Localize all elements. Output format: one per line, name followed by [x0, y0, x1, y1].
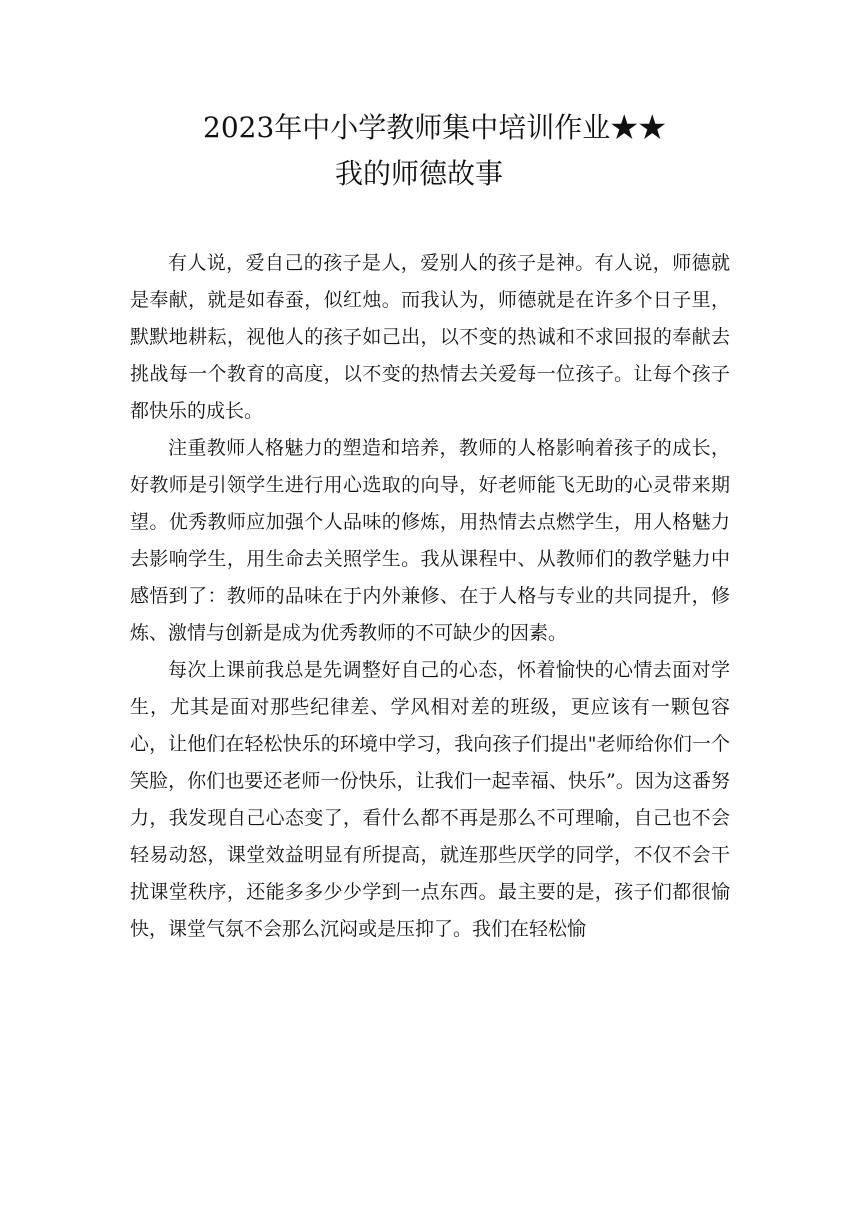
body-paragraph: 有人说，爱自己的孩子是人，爱别人的孩子是神。有人说，师德就是奉献，就是如春蚕，似红烛。而我认为，师德就是在许多个日子里，默默地耕耘，视他人的孩子如己出，以不变的热诚和不求回报的奉献去挑战每一个教育的高度，以不变的热情去关爱每一位孩子。让每个孩子都快乐的成长。	[130, 252, 730, 422]
body-paragraph: 注重教师人格魅力的塑造和培养，教师的人格影响着孩子的成长，好教师是引领学生进行用心选取的向导，好老师能飞无助的心灵带来期望。优秀教师应加强个人品味的修炼，用热情去点燃学生，用人格魅力去影响学生，用生命去关照学生。我从课程中、从教师们的教学魅力中感悟到了：教师的品味在于内外兼修、在于人格与专业的共同提升，修炼、激情与创新是成为优秀教师的不可缺少的因素。	[130, 437, 730, 644]
document-body	[130, 245, 730, 948]
document-title: 2023年中小学教师集中培训作业★★	[203, 111, 667, 144]
body-paragraph: 每次上课前我总是先调整好自己的心态，怀着愉快的心情去面对学生，尤其是面对那些纪律差、学风相对差的班级，更应该有一颗包容心，让他们在轻松快乐的环境中学习，我向孩子们提出"老师给你们一个笑脸，你们也要还老师一份快乐，让我们一起幸福、快乐”。因为这番努力，我发现自己心态变了，看什么都不再是那么不可理喻，自己也不会轻易动怒，课堂效益明显有所提高，就连那些厌学的同学，不仅不会干扰课堂秩序，还能多多少少学到一点东西。最主要的是，孩子们都很愉快，课堂气氛不会那么沉闷或是压抑了。我们在轻松愉	[130, 659, 730, 940]
document-subtitle: 我的师德故事	[335, 157, 504, 190]
